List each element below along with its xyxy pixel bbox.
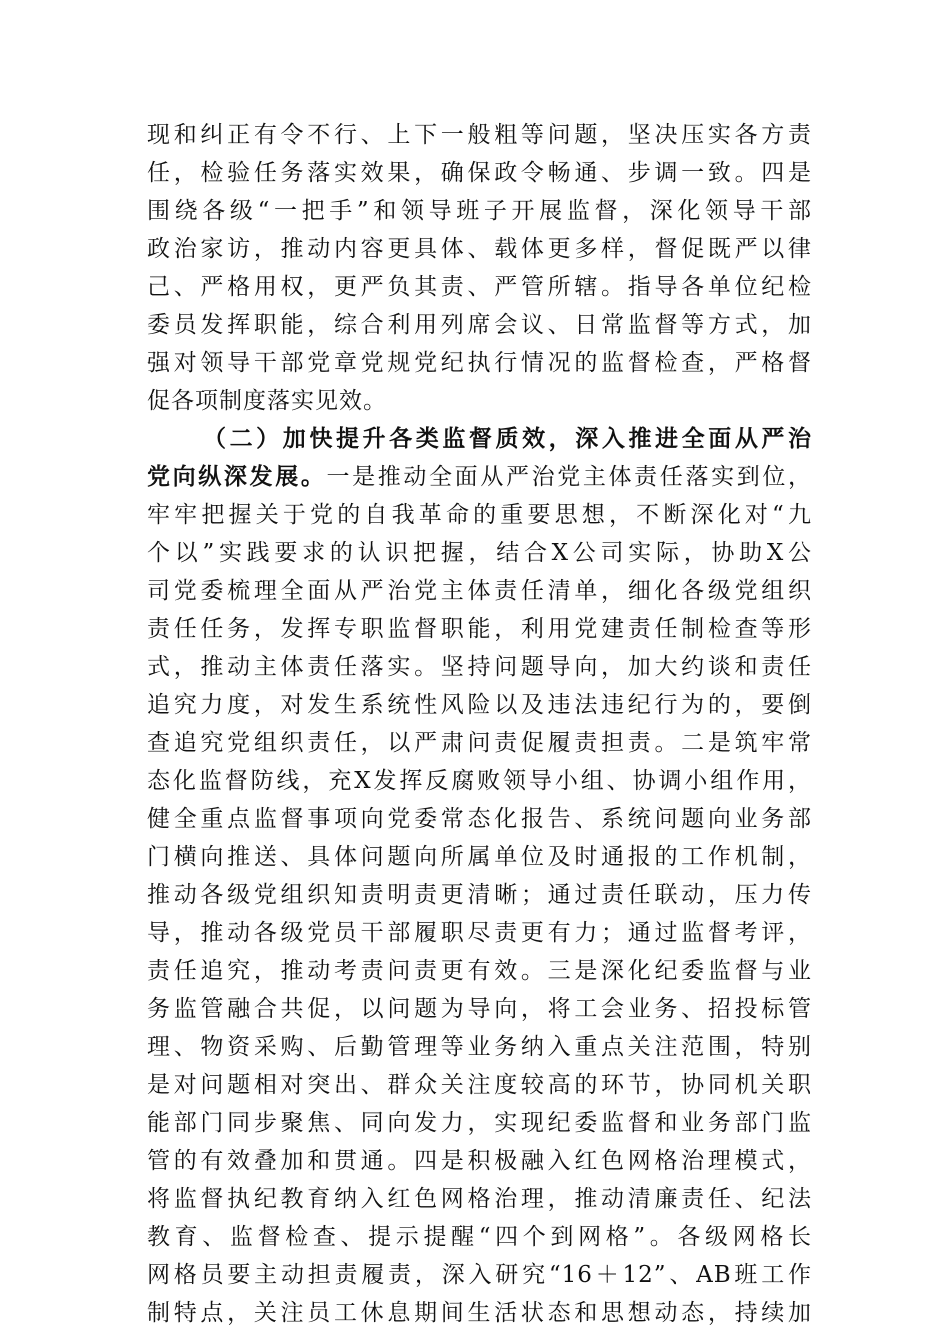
- text-line: 推动各级党组织知责明责更清晰；通过责任联动，压力传: [147, 882, 812, 908]
- text-line: 将监督执纪教育纳入红色网格治理，推动清廉责任、纪法: [147, 1186, 812, 1212]
- text-line: 委员发挥职能，综合利用列席会议、日常监督等方式，加: [147, 312, 812, 338]
- section-body-start: 一是推动全面从严治党主体责任落实到位，: [326, 464, 813, 490]
- text-line: 责任追究，推动考责问责更有效。三是深化纪委监督与业: [147, 958, 812, 984]
- text-line: 健全重点监督事项向党委常态化报告、系统问题向业务部: [147, 806, 812, 832]
- body-text: [147, 116, 812, 1332]
- text-line: 己、严格用权，更严负其责、严管所辖。指导各单位纪检: [147, 274, 812, 300]
- text-line-mixed: [147, 458, 812, 496]
- text-line: 门横向推送、具体问题向所属单位及时通报的工作机制，: [147, 844, 812, 870]
- section-heading-tail: 党向纵深发展。: [147, 463, 327, 490]
- text-line: 网格员要主动担责履责，深入研究“16＋12”、AB班工作: [147, 1262, 812, 1288]
- text-line: 教育、监督检查、提示提醒“四个到网格”。各级网格长: [147, 1224, 812, 1250]
- text-line: 个以”实践要求的认识把握，结合X公司实际，协助X公: [147, 540, 812, 566]
- text-line: 理、物资采购、后勤管理等业务纳入重点关注范围，特别: [147, 1034, 812, 1060]
- text-line: 现和纠正有令不行、上下一般粗等问题，坚决压实各方责: [147, 122, 812, 148]
- section-heading-line: （二）加快提升各类监督质效，深入推进全面从严治: [203, 425, 812, 452]
- text-line: 牢牢把握关于党的自我革命的重要思想，不断深化对“九: [147, 502, 812, 528]
- text-line: 司党委梳理全面从严治党主体责任清单，细化各级党组织: [147, 578, 812, 604]
- text-line: 查追究党组织责任，以严肃问责促履责担责。二是筑牢常: [147, 730, 812, 756]
- text-line: 追究力度，对发生系统性风险以及违法违纪行为的，要倒: [147, 692, 812, 718]
- text-line: 导，推动各级党员干部履职尽责更有力；通过监督考评，: [147, 920, 812, 946]
- text-line: 管的有效叠加和贯通。四是积极融入红色网格治理模式，: [147, 1148, 812, 1174]
- text-line: 围绕各级“一把手”和领导班子开展监督，深化领导干部: [147, 198, 812, 224]
- text-line: 任，检验任务落实效果，确保政令畅通、步调一致。四是: [147, 160, 812, 186]
- text-line: 强对领导干部党章党规党纪执行情况的监督检查，严格督: [147, 350, 812, 376]
- text-line: 责任任务，发挥专职监督职能，利用党建责任制检查等形: [147, 616, 812, 642]
- text-line: 能部门同步聚焦、同向发力，实现纪委监督和业务部门监: [147, 1110, 812, 1136]
- text-line: 促各项制度落实见效。: [147, 388, 387, 414]
- text-line: 是对问题相对突出、群众关注度较高的环节，协同机关职: [147, 1072, 812, 1098]
- text-line: 务监管融合共促，以问题为导向，将工会业务、招投标管: [147, 996, 812, 1022]
- text-line: 态化监督防线，充X发挥反腐败领导小组、协调小组作用，: [147, 768, 812, 794]
- text-line: 制特点，关注员工休息期间生活状态和思想动态，持续加: [147, 1300, 812, 1326]
- text-line: 政治家访，推动内容更具体、载体更多样，督促既严以律: [147, 236, 812, 262]
- text-line: 式，推动主体责任落实。坚持问题导向，加大约谈和责任: [147, 654, 812, 680]
